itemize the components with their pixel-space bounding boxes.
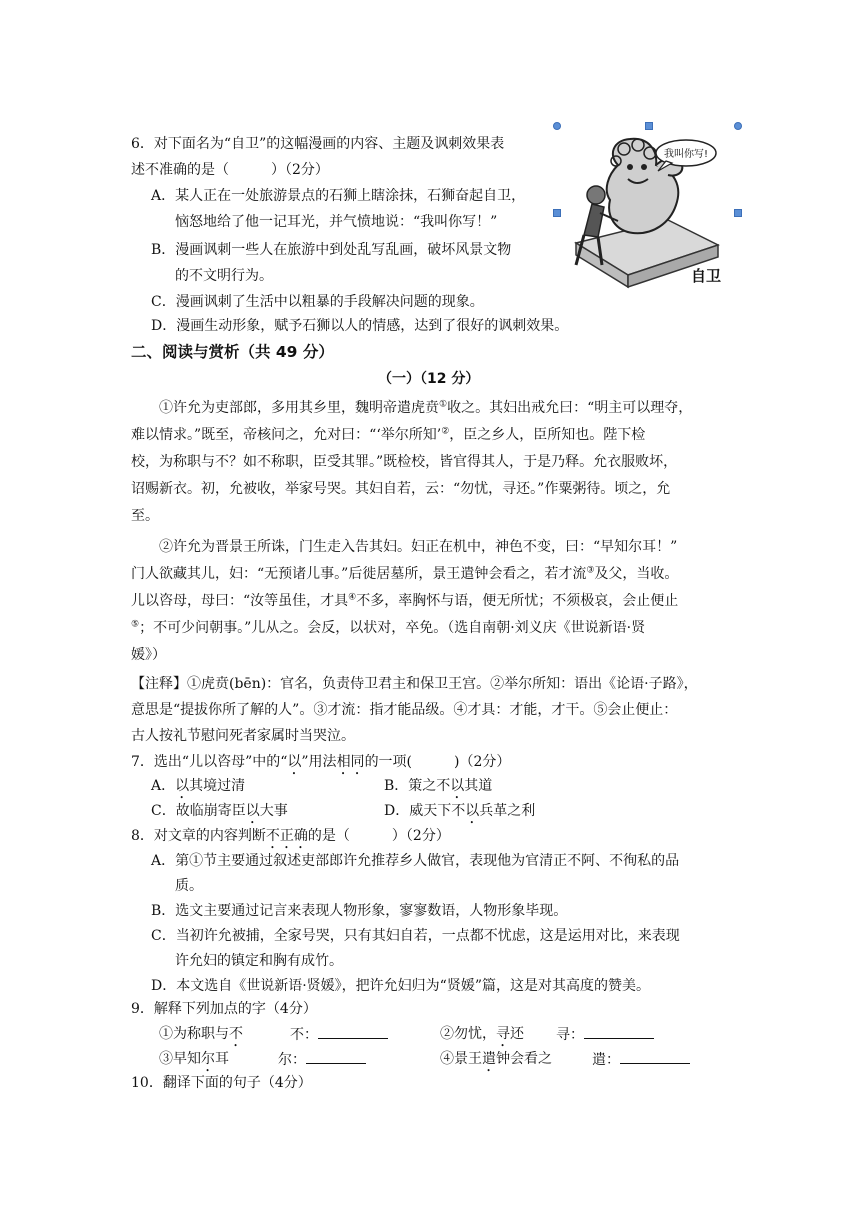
q8-stem: 8．对文章的内容判断不正确的是（ ）（2分） [131, 828, 450, 844]
q8-option-a-line2: 质。 [175, 878, 203, 894]
passage-p2-line1: ②许允为晋景王所诛，门生走入告其妇。妇正在机中，神色不变，曰：“早知尔耳！” [159, 539, 678, 555]
q6-stem-line2: 述不准确的是（ ）（2分） [131, 162, 329, 178]
resize-handle-right[interactable] [734, 209, 742, 217]
q9-item-2-answer[interactable]: 寻： [556, 1024, 654, 1045]
q8-option-b: B．选文主要通过记言来表现人物形象，寥寥数语，人物形象毕现。 [151, 903, 568, 919]
notes-line3: 古人按礼节慰问死者家属时当哭泣。 [131, 728, 355, 744]
q6-option-b-line1: B．漫画讽刺一些人在旅游中到处乱写乱画，破坏风景文物 [151, 242, 512, 258]
q8-option-a-line1: A．第①节主要通过叙述吏部郎许允推荐乡人做官，表现他为官清正不阿、不徇私的品 [151, 853, 680, 869]
q8-option-d: D．本文选自《世说新语·贤媛》，把许允妇归为“贤媛”篇，这是对其高度的赞美。 [151, 978, 650, 994]
passage-p2-line4: ⑤；不可少问朝事。”儿从之。会反，以状对，卒免。（选自南朝·刘义庆《世说新语·贤 [131, 619, 646, 636]
lion-statue-cartoon-icon [558, 125, 740, 295]
section-title: 二、阅读与赏析（共 49 分） [131, 343, 334, 361]
passage-p1-line2: 难以情求。”既至，帝核问之，允对曰：“‘举尔所知’②，臣之乡人，臣所知也。陛下检 [131, 426, 646, 443]
q6-option-d: D．漫画生动形象，赋予石狮以人的情感，达到了很好的讽刺效果。 [151, 318, 569, 334]
notes-line1: 【注释】①虎贲(bēn)：官名，负责侍卫君主和保卫王宫。②举尔所知：语出《论语·子路》， [131, 676, 698, 692]
passage-p2-line5: 媛》） [131, 647, 166, 663]
q7-stem: 7．选出“儿以咨母”中的“以”用法相同的一项( )（2分） [131, 754, 511, 770]
q8-option-c-line2: 许允妇的镇定和胸有成竹。 [175, 953, 343, 969]
resize-handle-top[interactable] [645, 122, 653, 130]
q9-item-4-answer[interactable]: 遣： [592, 1049, 690, 1070]
resize-handle-top-left[interactable] [553, 122, 561, 130]
q6-option-a-line1: A．某人正在一处旅游景点的石狮上瞎涂抹，石狮奋起自卫， [151, 188, 526, 204]
q9-item-1: ①为称职与不 [159, 1026, 243, 1042]
passage-p1-line4: 诏赐新衣。初，允被收，举家号哭。其妇自若，云：“勿忧，寻还。”作粟粥待。顷之，允 [131, 481, 671, 497]
q6-option-b-line2: 的不文明行为。 [175, 268, 273, 284]
q9-stem: 9．解释下列加点的字（4分） [131, 1001, 317, 1017]
cartoon-bubble-text: 我叫你写! [663, 149, 709, 160]
q9-item-2: ②勿忧，寻还 [440, 1026, 524, 1042]
passage-p2-line3: 儿以咨母，母曰：“汝等虽佳，才具④不多，率胸怀与语，便无所忧；不须极哀，会止便止 [131, 592, 679, 609]
q6-option-c: C．漫画讽刺了生活中以粗暴的手段解决问题的现象。 [151, 294, 484, 310]
resize-handle-left[interactable] [553, 209, 561, 217]
passage-p2-line2: 门人欲藏其儿，妇：“无预诸儿事。”后徙居墓所，景王遣钟会看之，若才流③及父，当收。 [131, 565, 679, 582]
q10-stem: 10．翻译下面的句子（4分） [131, 1075, 312, 1091]
passage-p1-line1: ①许允为吏部郎，多用其乡里，魏明帝遣虎贲①收之。其妇出戒允曰：“明主可以理夺， [159, 399, 693, 416]
q6-option-a-line2: 恼怒地给了他一记耳光，并气愤地说：“我叫你写！” [175, 214, 498, 230]
q7-option-a: A．以其境过清 [151, 778, 246, 794]
q9-item-1-answer[interactable]: 不： [290, 1024, 388, 1045]
cartoon-image[interactable] [558, 125, 740, 295]
resize-handle-top-right[interactable] [734, 122, 742, 130]
section-subtitle: （一）（12 分） [378, 371, 480, 387]
q7-option-d: D．威天下不以兵革之利 [384, 803, 536, 819]
q9-item-4: ④景王遣钟会看之 [440, 1051, 552, 1067]
q9-item-3-answer[interactable]: 尔： [278, 1049, 366, 1070]
passage-p1-line3: 校，为称职与不？如不称职，臣受其罪。”既检校，皆官得其人，于是乃释。允衣服败坏， [131, 454, 678, 470]
q8-option-c-line1: C．当初许允被捕，全家号哭，只有其妇自若，一点都不忧虑，这是运用对比，来表现 [151, 928, 680, 944]
cartoon-caption: 自卫 [690, 267, 722, 285]
q6-stem-line1: 6．对下面名为“自卫”的这幅漫画的内容、主题及讽刺效果表 [131, 136, 505, 152]
q9-item-3: ③早知尔耳 [159, 1051, 229, 1067]
notes-line2: 意思是“提拔你所了解的人”。③才流：指才能品级。④才具：才能，才干。⑤会止便止： [131, 702, 678, 718]
passage-p1-line5: 至。 [131, 508, 159, 524]
q7-option-b: B．策之不以其道 [384, 778, 493, 794]
q7-option-c: C．故临崩寄臣以大事 [151, 803, 288, 819]
